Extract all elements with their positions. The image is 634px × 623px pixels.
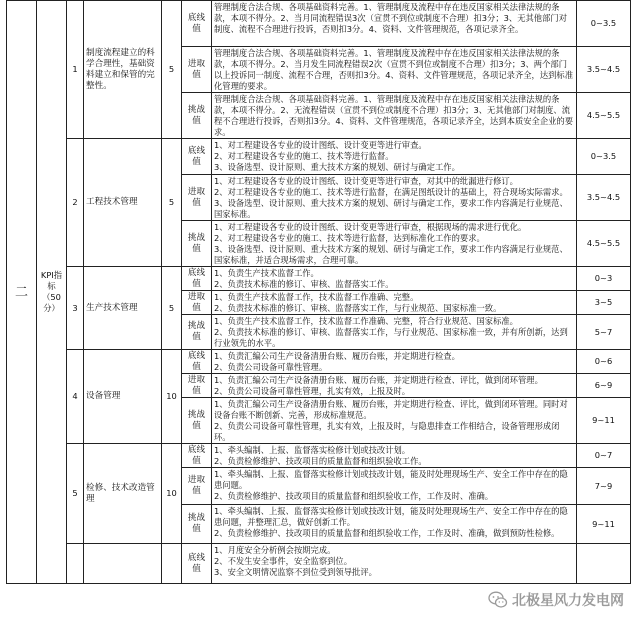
criteria-line: 1、负责生产技术监督工作，技术监督工作准确、完整。 bbox=[214, 292, 419, 302]
criteria-line: 2、负责公司设备可靠性管理，扎实有效，上报及时。 bbox=[214, 386, 411, 396]
criteria-line: 1、负责汇编公司生产设备清册台账、履历台账，并定期进行检查、评比，做到闭环管理。同时对设备台账不断创新、完善，形成标准规范。 bbox=[214, 399, 568, 420]
item-weight: 5 bbox=[162, 267, 182, 350]
criteria-line: 3、安全文明情况监察不到位受到领导批评。 bbox=[214, 567, 377, 577]
section-number: 二 bbox=[7, 1, 37, 584]
criteria-line: 管理制度合法合规、各项基础资料完善。1、管理制度及流程中存在违反国家相关法律法规的条款，本项不得分。2、当月发生同流程错误2次（宣贯不到位或制度不合理）扣3分；3、两个部门以上投诉同一制度、流程不合理，否则扣3分。4、资料、文件管理规范，各项记录齐全，达到标准化管理的要求。 bbox=[214, 48, 574, 91]
criteria-line: 2、负责技术标准的修订、审核、监督落实工作，与行业规范、国家标准一致。 bbox=[214, 303, 502, 313]
score-range: 9~11 bbox=[577, 505, 631, 544]
criteria-line: 2、负责公司设备可靠性管理，扎实有效，上报及时，与隐患排查工作相结合，设备管理形成闭环。 bbox=[214, 421, 560, 442]
item-weight: 5 bbox=[162, 1, 182, 139]
criteria-content bbox=[212, 398, 577, 444]
level-label: 底线值 bbox=[182, 267, 212, 291]
score-range: 6~9 bbox=[577, 374, 631, 398]
criteria-line: 1、牵头编制、上报、监督落实检修计划或技改计划，能及时处理现场生产、安全工作中存在的隐患问题。 bbox=[214, 469, 568, 490]
criteria-line: 2、不发生安全事件，安全监察到位。 bbox=[214, 556, 353, 566]
item-number: 2 bbox=[67, 139, 84, 267]
criteria-line: 3、设备选型、设计原则、重大技术方案的规划、研讨与确定工作，要求工作内容满足行业规范、国家标准。 bbox=[214, 198, 568, 219]
item-name: 检修、技术改造管理 bbox=[84, 444, 162, 544]
score-range: 4.5~5.5 bbox=[577, 93, 631, 139]
score-range: 0~7 bbox=[577, 444, 631, 468]
item-name: 设备管理 bbox=[84, 350, 162, 444]
criteria-line: 1、负责汇编公司生产设备清册台账、履历台账，并定期进行检查。 bbox=[214, 351, 460, 361]
watermark-text: 北极星风力发电网 bbox=[512, 593, 624, 609]
wechat-bubble-icon bbox=[488, 590, 508, 610]
criteria-line: 1、负责生产技术监督工作。 bbox=[214, 268, 319, 278]
criteria-content bbox=[212, 1, 577, 47]
level-label: 进取值 bbox=[182, 47, 212, 93]
criteria-content bbox=[212, 139, 577, 175]
item-name bbox=[84, 544, 162, 584]
item-weight: 5 bbox=[162, 139, 182, 267]
criteria-content bbox=[212, 315, 577, 350]
criteria-line: 3、设备选型、设计原则、重大技术方案的规划、研讨与确定工作，要求工作内容满足行业规范、国家标准，并适合现场需求，合理可靠。 bbox=[214, 244, 568, 265]
level-label: 进取值 bbox=[182, 374, 212, 398]
level-label: 底线值 bbox=[182, 544, 212, 584]
level-label: 挑战值 bbox=[182, 505, 212, 544]
criteria-line: 2、负责技术标准的修订、审核、监督落实工作。 bbox=[214, 279, 394, 289]
item-name: 生产技术管理 bbox=[84, 267, 162, 350]
item-number bbox=[67, 544, 84, 584]
score-range: 4.5~5.5 bbox=[577, 221, 631, 267]
item-number: 4 bbox=[67, 350, 84, 444]
criteria-line: 2、负责技术标准的修订、审核、监督落实工作，与行业规范、国家标准一致，并有所创新，达到行业领先的水平。 bbox=[214, 327, 568, 348]
criteria-line: 1、牵头编制、上报、监督落实检修计划或技改计划。 bbox=[214, 445, 411, 455]
level-label: 底线值 bbox=[182, 139, 212, 175]
criteria-content bbox=[212, 291, 577, 315]
score-range: 3~5 bbox=[577, 291, 631, 315]
kpi-row bbox=[7, 267, 631, 291]
criteria-content bbox=[212, 350, 577, 374]
criteria-content bbox=[212, 544, 577, 584]
criteria-line: 2、对工程建设各专业的施工、技术等进行监督，在满足图纸设计的基础上，符合现场实际需求。 bbox=[214, 187, 568, 197]
kpi-row bbox=[7, 350, 631, 374]
item-weight bbox=[162, 544, 182, 584]
item-name: 工程技术管理 bbox=[84, 139, 162, 267]
criteria-line: 2、对工程建设各专业的施工、技术等进行监督，达到标准化工作的要求。 bbox=[214, 233, 485, 243]
score-range: 0~6 bbox=[577, 350, 631, 374]
kpi-row bbox=[7, 1, 631, 47]
criteria-line: 2、负责检修维护、技改项目的质量监督和组织验收工作，工作及时、准确。 bbox=[214, 491, 494, 501]
level-label: 进取值 bbox=[182, 291, 212, 315]
criteria-line: 2、负责检修维护、技改项目的质量监督和组织验收工作，工作及时、准确，做到预防性检修。 bbox=[214, 528, 560, 538]
criteria-content bbox=[212, 444, 577, 468]
level-label: 挑战值 bbox=[182, 93, 212, 139]
item-number: 3 bbox=[67, 267, 84, 350]
criteria-line: 2、负责公司设备可靠性管理。 bbox=[214, 362, 328, 372]
criteria-line: 1、对工程建设各专业的设计图纸、设计变更等进行审查。 bbox=[214, 140, 427, 150]
score-range bbox=[577, 544, 631, 584]
level-label: 挑战值 bbox=[182, 398, 212, 444]
criteria-content bbox=[212, 267, 577, 291]
score-range: 0~3.5 bbox=[577, 1, 631, 47]
score-range: 0~3.5 bbox=[577, 139, 631, 175]
level-label: 进取值 bbox=[182, 175, 212, 221]
kpi-row bbox=[7, 444, 631, 468]
level-label: 进取值 bbox=[182, 468, 212, 505]
criteria-content bbox=[212, 468, 577, 505]
kpi-label: KPI指标（50分） bbox=[37, 1, 67, 584]
item-weight: 10 bbox=[162, 350, 182, 444]
kpi-row bbox=[7, 139, 631, 175]
criteria-content bbox=[212, 221, 577, 267]
level-label: 底线值 bbox=[182, 444, 212, 468]
score-range: 7~9 bbox=[577, 468, 631, 505]
criteria-line: 1、对工程建设各专业的设计图纸、设计变更等进行审查，对其中的纰漏进行修订。 bbox=[214, 176, 518, 186]
watermark bbox=[488, 590, 624, 610]
level-label: 挑战值 bbox=[182, 221, 212, 267]
kpi-row bbox=[7, 544, 631, 584]
criteria-line: 2、对工程建设各专业的施工、技术等进行监督。 bbox=[214, 151, 394, 161]
item-number: 1 bbox=[67, 1, 84, 139]
criteria-line: 1、对工程建设各专业的设计图纸、设计变更等进行审查，根据现场的需求进行优化。 bbox=[214, 222, 527, 232]
score-range: 9~11 bbox=[577, 398, 631, 444]
criteria-line: 1、负责生产技术监督工作，技术监督工作准确、完整，符合行业规范、国家标准。 bbox=[214, 316, 518, 326]
score-range: 0~3 bbox=[577, 267, 631, 291]
criteria-line: 2、负责检修维护、技改项目的质量监督和组织验收工作。 bbox=[214, 456, 427, 466]
level-label: 底线值 bbox=[182, 350, 212, 374]
criteria-line: 3、设备选型、设计原则、重大技术方案的规划、研讨与确定工作。 bbox=[214, 162, 460, 172]
criteria-line: 1、月度安全分析例会按期完成。 bbox=[214, 545, 336, 555]
score-range: 3.5~4.5 bbox=[577, 47, 631, 93]
level-label: 挑战值 bbox=[182, 315, 212, 350]
item-weight: 10 bbox=[162, 444, 182, 544]
criteria-content bbox=[212, 47, 577, 93]
criteria-content bbox=[212, 505, 577, 544]
criteria-line: 1、牵头编制、上报、监督落实检修计划或技改计划，能及时处理现场生产、安全工作中存在的隐患问题，并整理汇总，做好创新工作。 bbox=[214, 506, 568, 527]
criteria-content bbox=[212, 374, 577, 398]
criteria-content bbox=[212, 175, 577, 221]
item-number: 5 bbox=[67, 444, 84, 544]
criteria-line: 管理制度合法合规、各项基础资料完善。1、管理制度及流程中存在违反国家相关法律法规的条款，本项不得分。2、无流程错误（宣贯不到位或制度不合理）扣3分；3、无其他部门对制度、流程不合理进行投诉，否则扣3分。4、资料、文件管理规范，各项记录齐全，达到本质安全企业的要求。 bbox=[214, 94, 574, 137]
score-range: 3.5~4.5 bbox=[577, 175, 631, 221]
criteria-content bbox=[212, 93, 577, 139]
criteria-line: 1、负责汇编公司生产设备清册台账、履历台账，并定期进行检查、评比，做到闭环管理。 bbox=[214, 375, 543, 385]
criteria-line: 管理制度合法合规、各项基础资料完善。1、管理制度及流程中存在违反国家相关法律法规的条款，本项不得分。2、当月同流程错误3次（宣贯不到位或制度不合理）扣3分；3、无其他部门对制度、流程不合理进行投诉，否则扣3分。4、资料、文件管理规范，各项记录齐全。 bbox=[214, 2, 567, 34]
level-label: 底线值 bbox=[182, 1, 212, 47]
kpi-table bbox=[6, 0, 631, 584]
item-name: 制度流程建立的科学合理性，基础资料建立和保管的完整性。 bbox=[84, 1, 162, 139]
score-range: 5~7 bbox=[577, 315, 631, 350]
